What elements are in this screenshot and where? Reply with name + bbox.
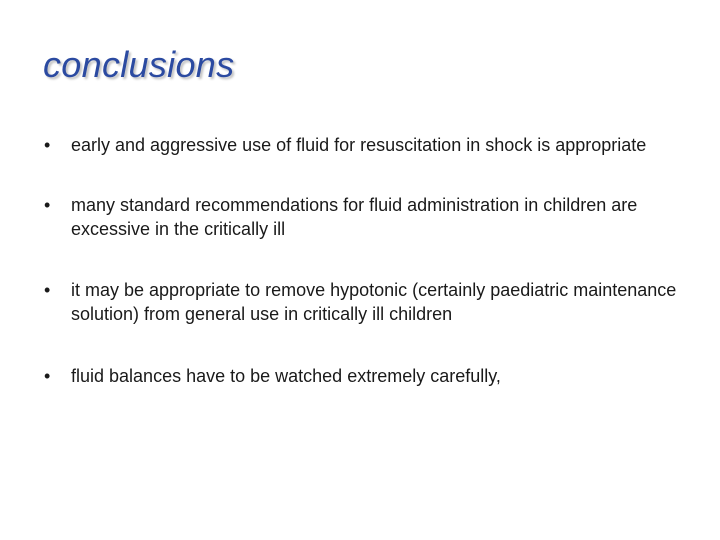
- bullet-text: fluid balances have to be watched extremely carefully,: [71, 366, 501, 386]
- slide-title: conclusions: [43, 44, 235, 85]
- bullet-icon: •: [44, 135, 51, 155]
- bullet-icon: •: [44, 280, 51, 300]
- bullet-item: [44, 133, 684, 157]
- bullet-list: [44, 133, 684, 388]
- bullet-item: [44, 364, 684, 388]
- bullet-text: early and aggressive use of fluid for resuscitation in shock is appropriate: [71, 135, 647, 155]
- bullet-icon: •: [44, 195, 51, 215]
- bullet-item: [44, 193, 684, 241]
- bullet-item: [44, 278, 684, 326]
- bullet-icon: •: [44, 366, 51, 386]
- bullet-text: it may be appropriate to remove hypotonic (certainly paediatric maintenance solution) from general use in critically ill children: [71, 280, 677, 324]
- bullet-text: many standard recommendations for fluid administration in children are excessive in the critically ill: [71, 195, 638, 239]
